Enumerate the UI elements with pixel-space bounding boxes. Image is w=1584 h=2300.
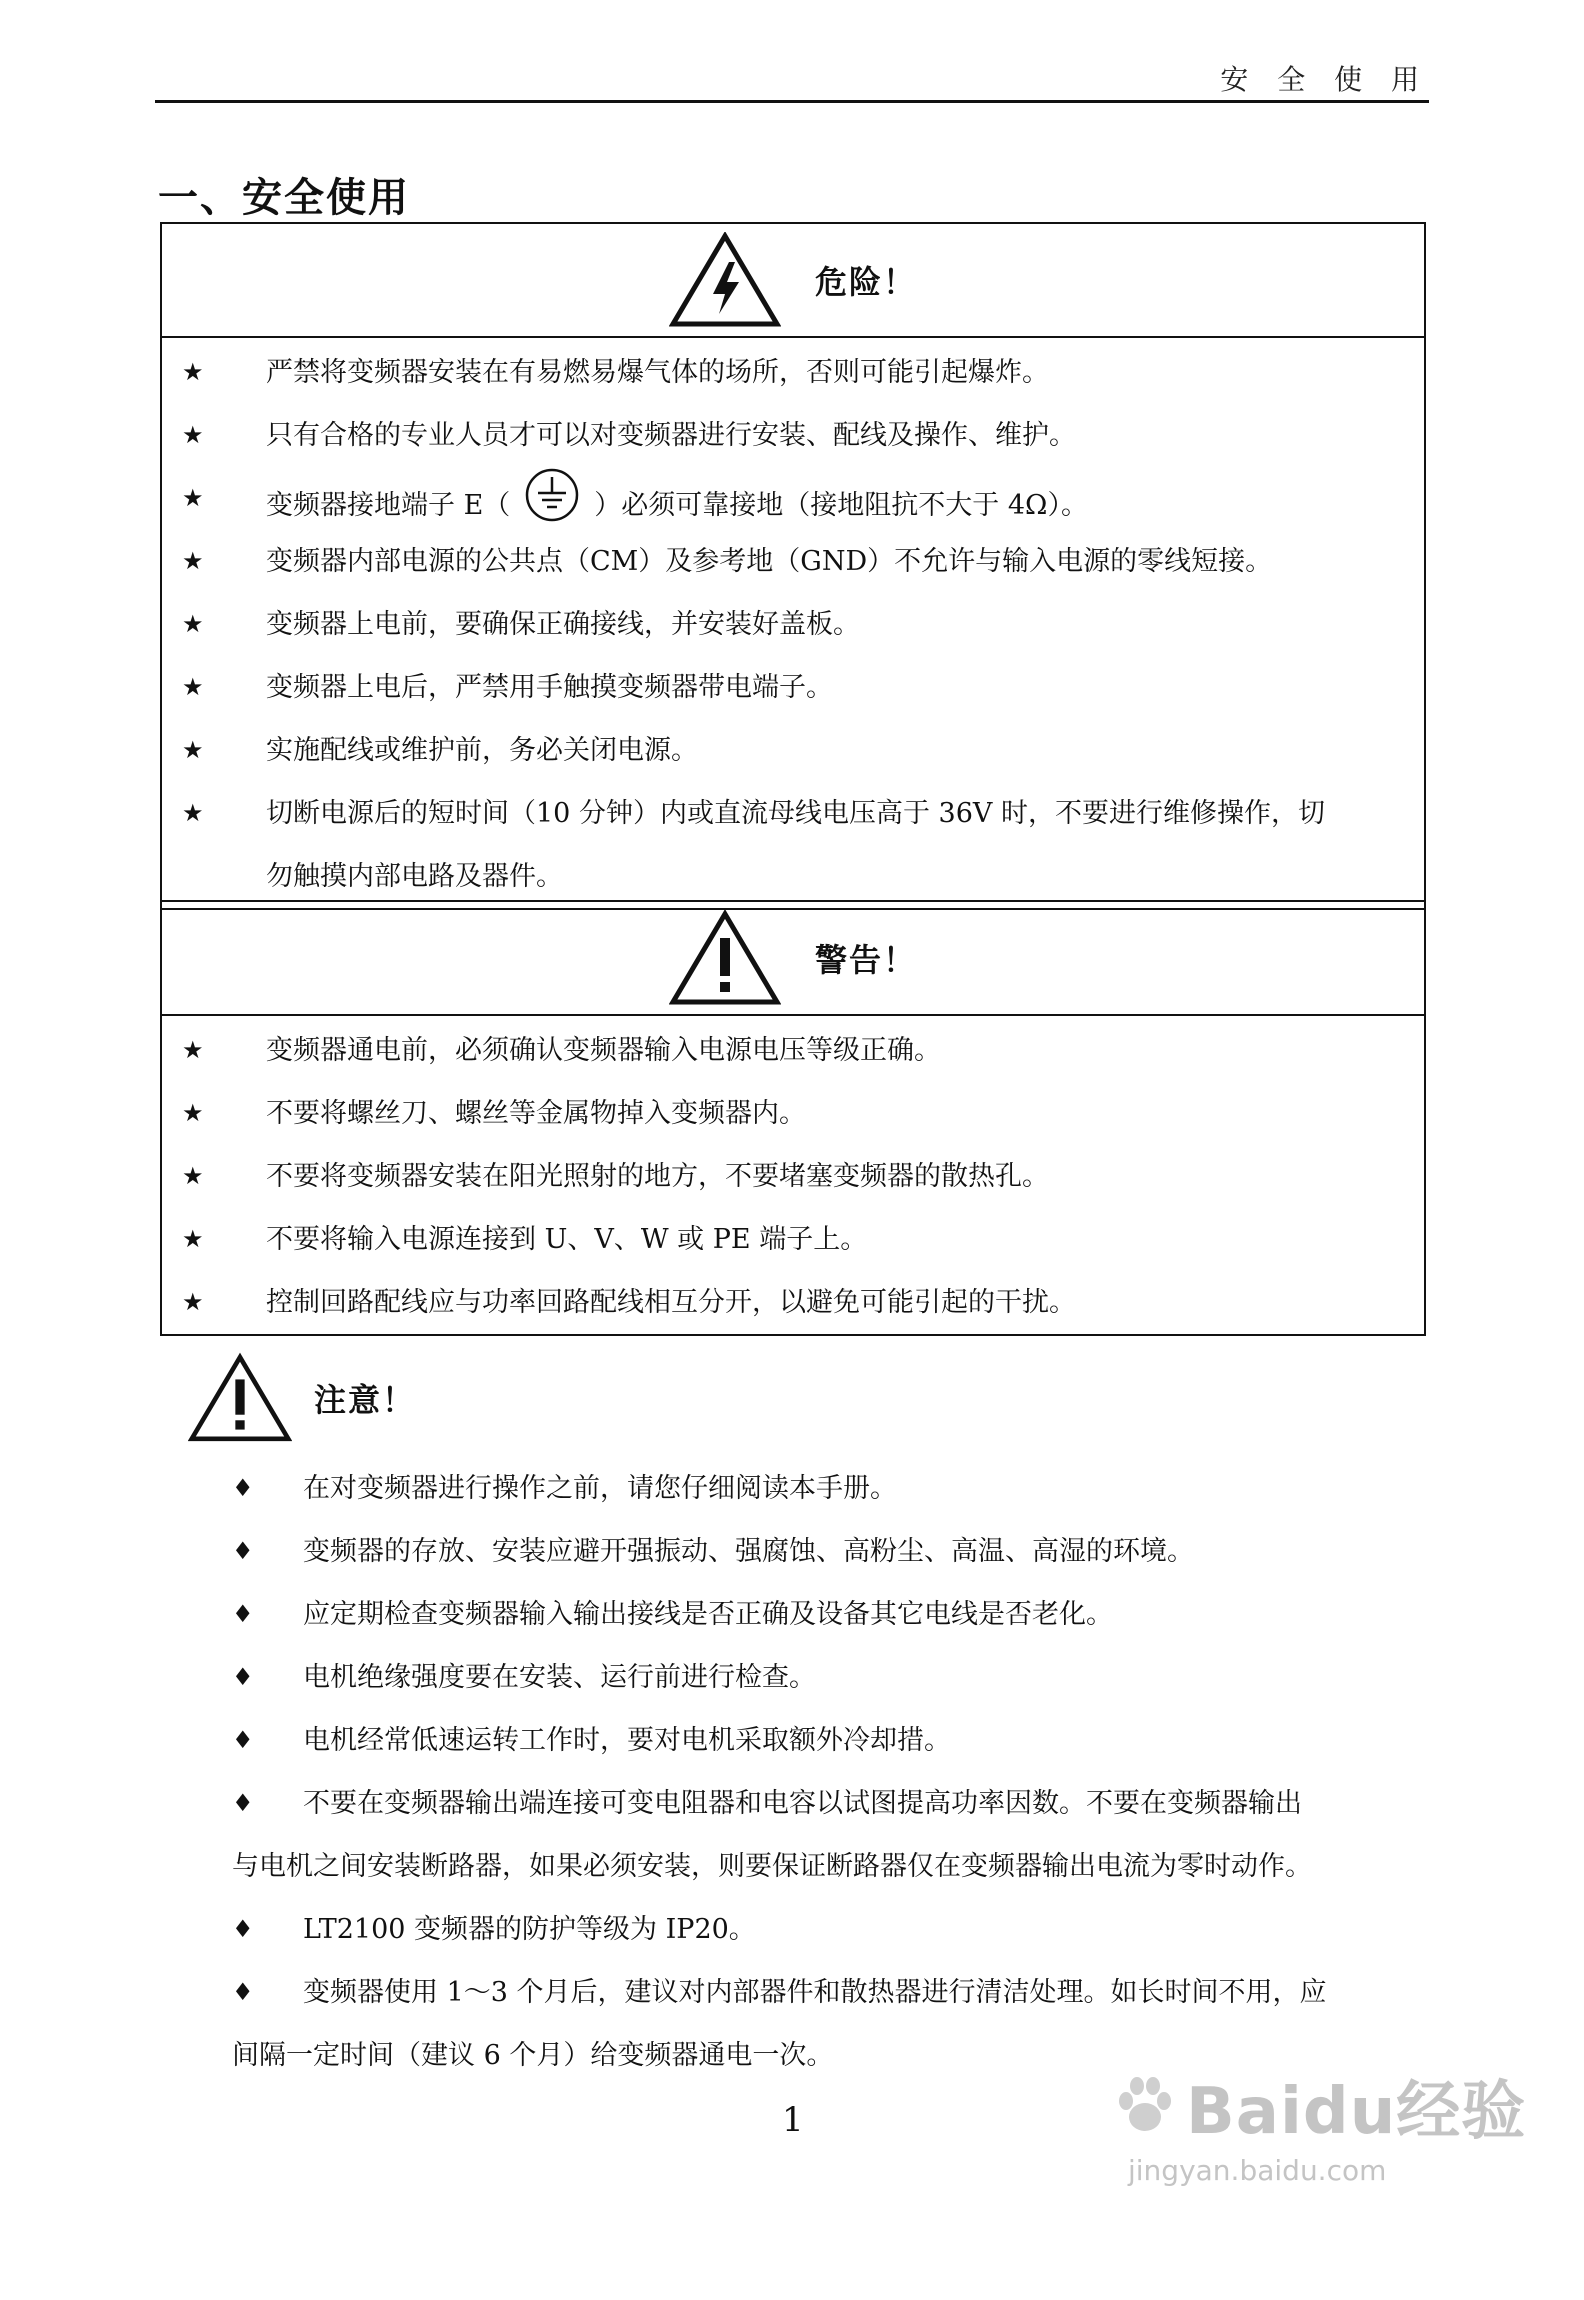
- caution-item: ♦ LT2100 变频器的防护等级为 IP20。: [232, 1914, 756, 1945]
- paw-logo-icon: [1110, 2071, 1180, 2141]
- caution-item-continuation: 间隔一定时间（建议 6 个月）给变频器通电一次。: [232, 2040, 834, 2071]
- danger-item: ★ 严禁将变频器安装在有易燃易爆气体的场所，否则可能引起爆炸。: [182, 357, 1049, 388]
- danger-header: [162, 224, 1424, 338]
- danger-item: ★ 变频器接地端子 E（ ）必须可靠接地（接地阻抗不大于 4Ω）。: [162, 467, 1424, 530]
- danger-item: ★ 变频器内部电源的公共点（CM）及参考地（GND）不允许与输入电源的零线短接。: [182, 546, 1273, 577]
- warning-item: ★ 不要将输入电源连接到 U、V、W 或 PE 端子上。: [182, 1224, 868, 1255]
- danger-item: ★ 变频器上电前，要确保正确接线，并安装好盖板。: [182, 609, 860, 640]
- caution-label: 注意！: [314, 1381, 417, 1419]
- warning-item: ★ 不要将变频器安装在阳光照射的地方，不要堵塞变频器的散热孔。: [182, 1161, 1049, 1192]
- danger-item: ★ 实施配线或维护前，务必关闭电源。: [182, 735, 698, 766]
- danger-item-continuation: 勿触摸内部电路及器件。: [266, 861, 563, 892]
- caution-item-continuation: 与电机之间安装断路器，如果必须安装，则要保证断路器仅在变频器输出电流为零时动作。: [232, 1851, 1312, 1882]
- caution-item: ♦ 应定期检查变频器输入输出接线是否正确及设备其它电线是否老化。: [232, 1599, 1113, 1630]
- ground-symbol-icon: [524, 467, 580, 523]
- warning-box: [160, 900, 1426, 1336]
- caution-item: ♦ 在对变频器进行操作之前，请您仔细阅读本手册。: [232, 1473, 897, 1504]
- caution-item: ♦ 变频器的存放、安装应避开强振动、强腐蚀、高粉尘、高温、高湿的环境。: [232, 1536, 1194, 1567]
- watermark-url: jingyan.baidu.com: [1128, 2154, 1387, 2187]
- caution-item: ♦ 电机经常低速运转工作时，要对电机采取额外冷却措。: [232, 1725, 951, 1756]
- danger-item: ★ 只有合格的专业人员才可以对变频器进行安装、配线及操作、维护。: [182, 420, 1076, 451]
- header-rule: [155, 100, 1429, 103]
- exclamation-warning-icon: [669, 910, 781, 1006]
- watermark-brand: Baidu经验: [1186, 2075, 1527, 2149]
- danger-box: [160, 222, 1426, 910]
- danger-item: ★ 变频器上电后，严禁用手触摸变频器带电端子。: [182, 672, 833, 703]
- section-title: 一、安全使用: [158, 175, 410, 221]
- baidu-watermark: [1110, 2060, 1526, 2187]
- warning-item: ★ 不要将螺丝刀、螺丝等金属物掉入变频器内。: [182, 1098, 806, 1129]
- danger-label: 危险！: [814, 263, 917, 301]
- high-voltage-warning-icon: [669, 232, 781, 328]
- page-number: 1: [782, 2100, 804, 2140]
- warning-header: [162, 902, 1424, 1016]
- warning-item: ★ 变频器通电前，必须确认变频器输入电源电压等级正确。: [182, 1035, 941, 1066]
- running-header: 安 全 使 用: [1220, 63, 1429, 96]
- caution-item: ♦ 变频器使用 1～3 个月后，建议对内部器件和散热器进行清洁处理。如长时间不用，应: [232, 1977, 1327, 2008]
- caution-item: ♦ 不要在变频器输出端连接可变电阻器和电容以试图提高功率因数。不要在变频器输出: [232, 1788, 1302, 1819]
- danger-item: ★ 切断电源后的短时间（10 分钟）内或直流母线电压高于 36V 时，不要进行维修操作，切: [182, 798, 1325, 829]
- caution-header: [188, 1352, 416, 1444]
- exclamation-caution-icon: [188, 1352, 292, 1444]
- warning-label: 警告！: [814, 941, 917, 979]
- warning-item: ★ 控制回路配线应与功率回路配线相互分开，以避免可能引起的干扰。: [182, 1287, 1076, 1318]
- caution-item: ♦ 电机绝缘强度要在安装、运行前进行检查。: [232, 1662, 816, 1693]
